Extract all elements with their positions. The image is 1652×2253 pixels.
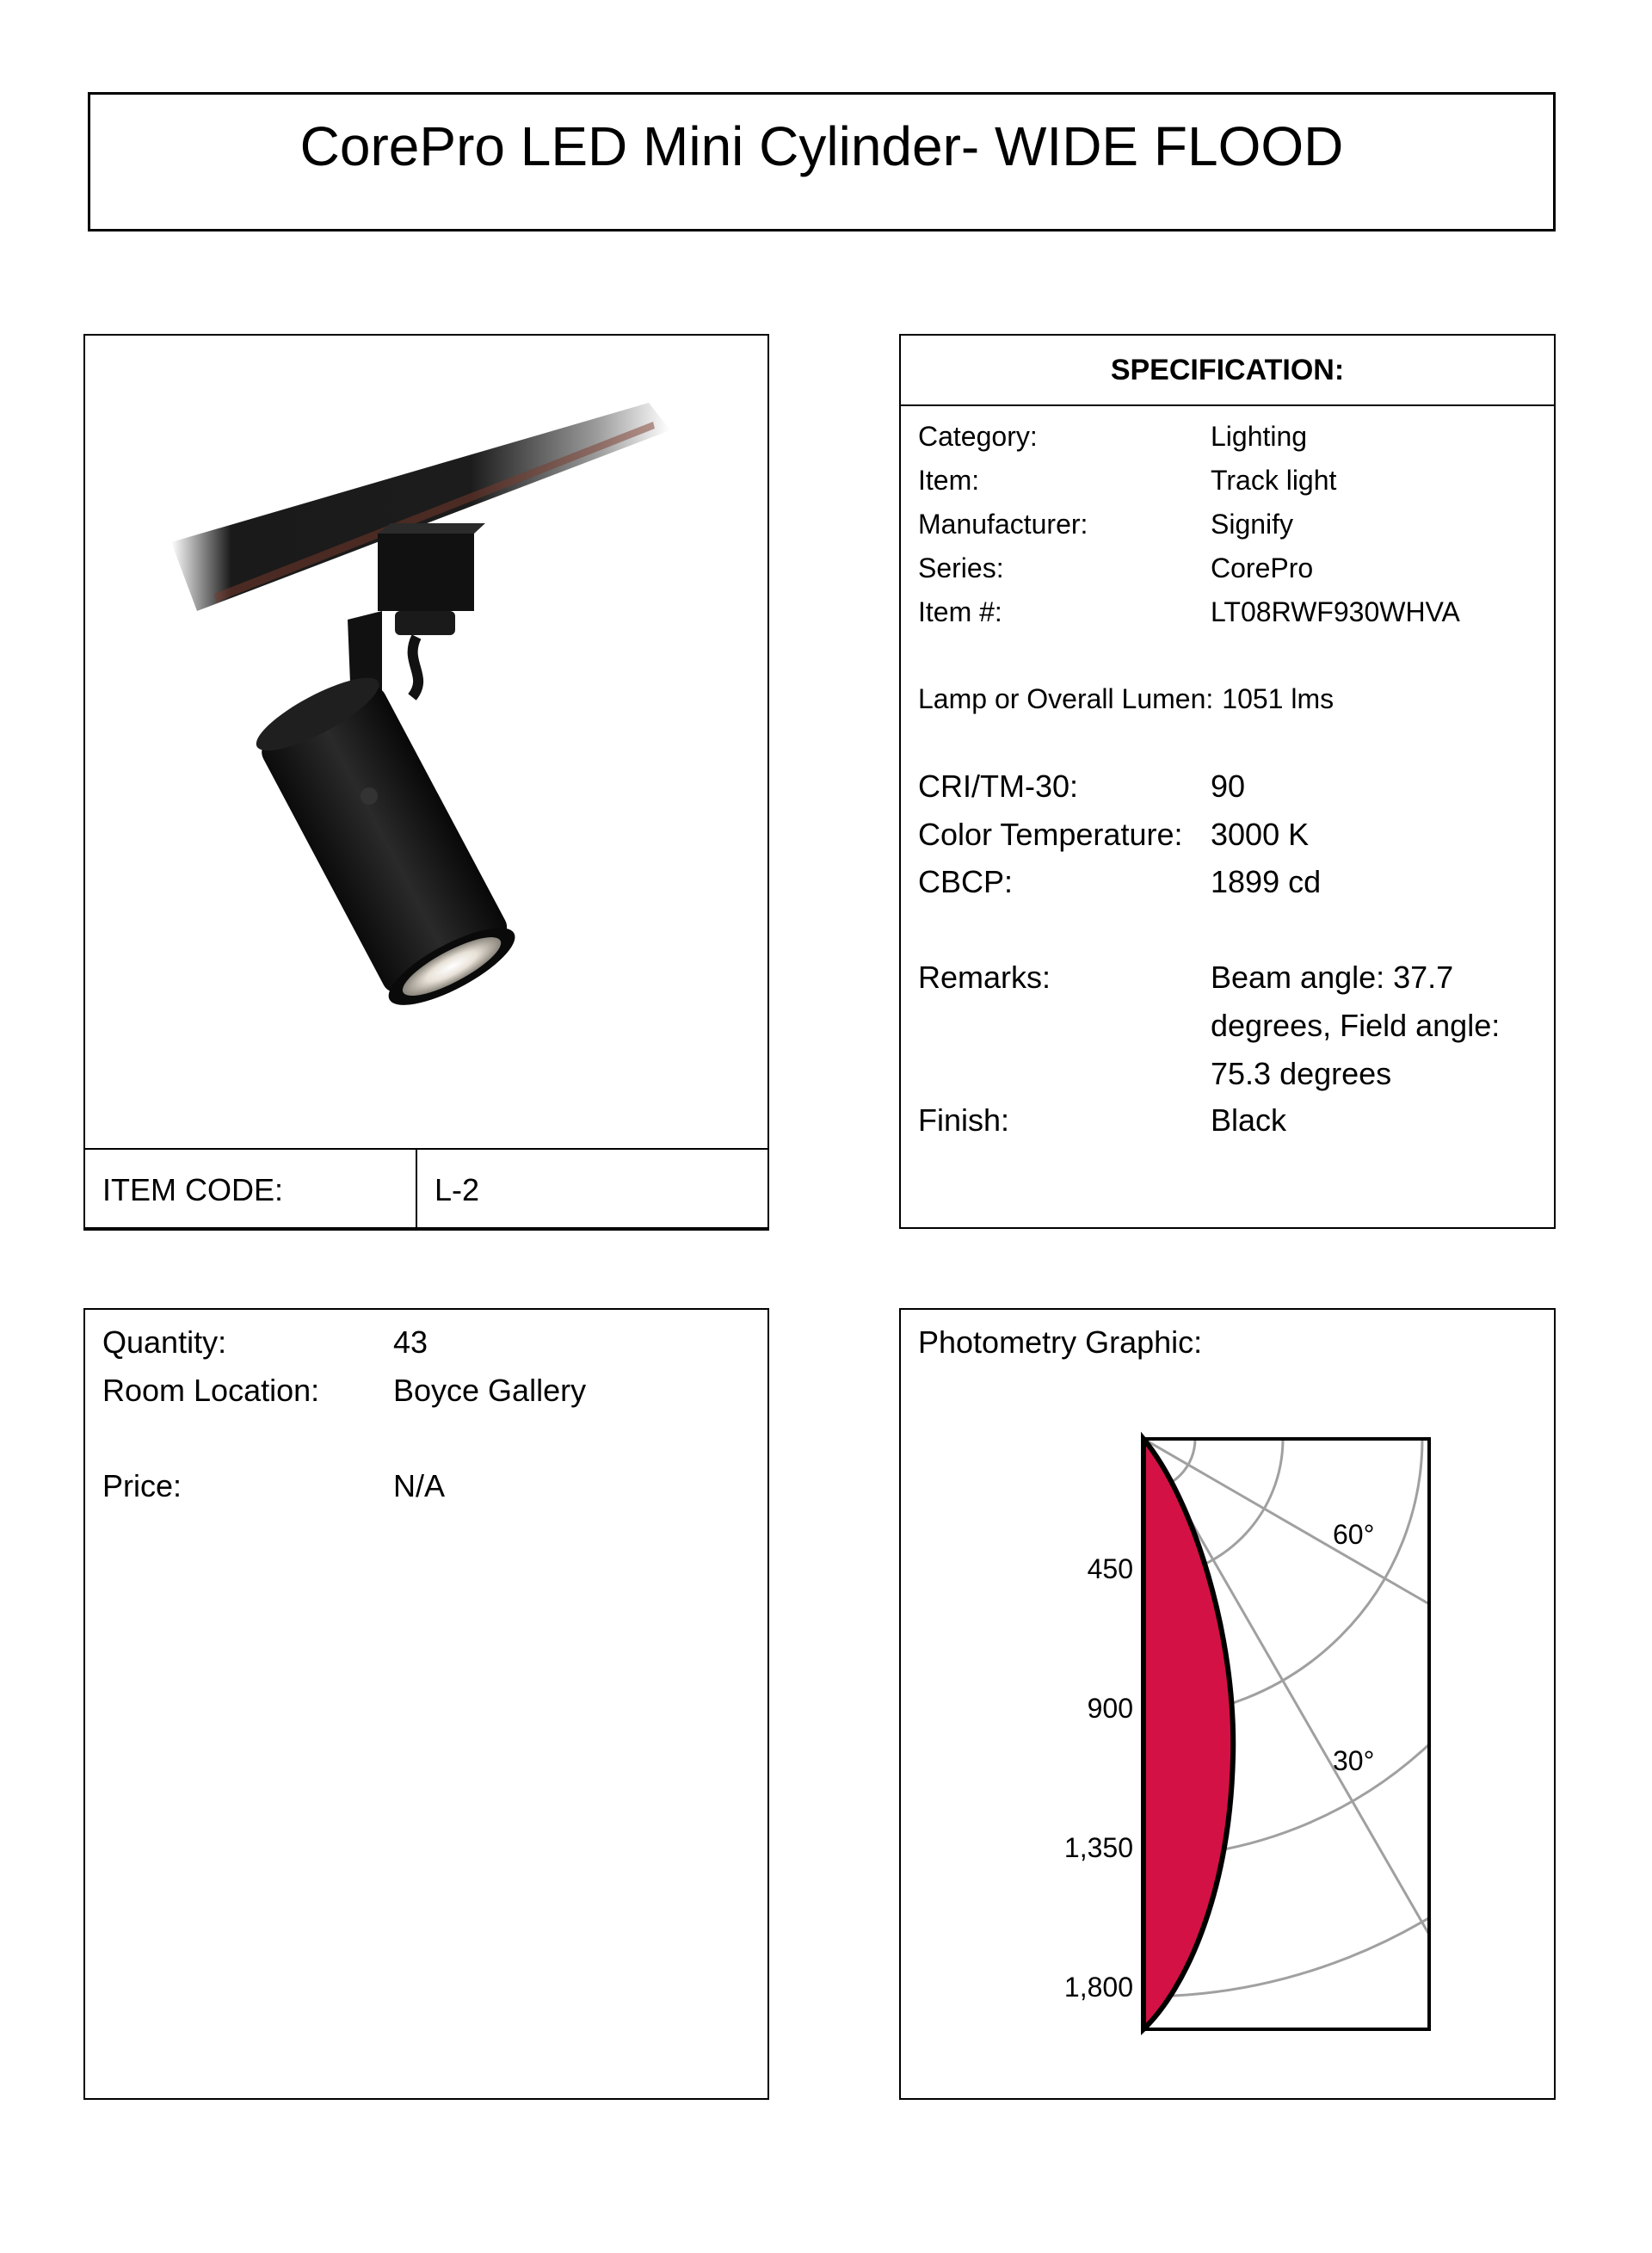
spec-label: Color Temperature: (918, 817, 1183, 852)
product-image-panel (83, 334, 769, 1229)
radial-label: 450 (1087, 1553, 1133, 1584)
spec-label: Category: (918, 421, 1038, 452)
room-location-label: Room Location: (102, 1373, 320, 1408)
price-value: N/A (393, 1468, 446, 1503)
spec-value: Signify (1211, 509, 1294, 540)
spec-value: Lighting (1211, 421, 1308, 452)
specification-panel (899, 334, 1556, 1229)
spec-label: Item #: (918, 596, 1002, 627)
spec-label: Series: (918, 552, 1004, 583)
room-location-value: Boyce Gallery (393, 1373, 587, 1408)
quantity-value: 43 (393, 1324, 428, 1360)
spec-value (1211, 954, 1545, 1098)
quantity-label: Quantity: (102, 1324, 227, 1360)
spec-value: Track light (1211, 465, 1337, 496)
spec-value: CorePro (1211, 552, 1314, 583)
angle-label: 60° (1333, 1519, 1375, 1550)
quantity-row (102, 1318, 759, 1367)
spec-label: Lamp or Overall Lumen: (918, 683, 1214, 714)
spec-value: Black (1211, 1102, 1287, 1138)
spec-value: 90 (1211, 768, 1246, 804)
spec-label: Finish: (918, 1102, 1010, 1138)
spec-value: 1899 cd (1211, 864, 1322, 899)
radial-label: 1,350 (1063, 1832, 1133, 1863)
remarks-line: Beam angle: 37.7 (1211, 960, 1454, 995)
photometry-label: Photometry Graphic: (918, 1324, 1203, 1360)
price-row (102, 1462, 759, 1510)
spec-row-category (918, 415, 1545, 459)
specification-header: SPECIFICATION: (901, 336, 1554, 406)
page-title: CorePro LED Mini Cylinder- WIDE FLOOD (299, 115, 1344, 177)
angle-label: 30° (1333, 1745, 1375, 1776)
item-code-value: L-2 (435, 1172, 480, 1207)
spec-row-item-number (918, 590, 1545, 634)
spec-label: Item: (918, 465, 980, 496)
spec-row-remarks (918, 954, 1545, 1098)
track-light-illustration (85, 336, 767, 1148)
title-box (88, 92, 1556, 231)
spec-label: Manufacturer: (918, 509, 1088, 540)
remarks-line: 75.3 degrees (1211, 1056, 1392, 1091)
spec-row-cbcp (918, 858, 1545, 906)
spec-label: CRI/TM-30: (918, 768, 1079, 804)
product-image (85, 336, 767, 1148)
spec-row-series (918, 546, 1545, 590)
spec-row-cri (918, 762, 1545, 811)
radial-label: 900 (1087, 1693, 1133, 1724)
spec-value: 1051 lms (1222, 683, 1335, 714)
cylinder-body (246, 664, 524, 1020)
remarks-line: degrees, Field angle: (1211, 1008, 1501, 1043)
spec-value: 3000 K (1211, 817, 1310, 852)
price-label: Price: (102, 1468, 182, 1503)
spec-row-finish (918, 1096, 1545, 1145)
spec-row-item (918, 459, 1545, 503)
item-code-row (85, 1148, 767, 1231)
spec-label: CBCP: (918, 864, 1014, 899)
photometry-panel (899, 1308, 1556, 2100)
item-code-label: ITEM CODE: (85, 1150, 417, 1231)
spec-label: Remarks: (918, 960, 1051, 995)
spec-row-manufacturer (918, 503, 1545, 546)
radial-label: 1,800 (1063, 1972, 1133, 2003)
spec-row-lumen (918, 677, 1545, 721)
spec-row-color-temperature (918, 811, 1545, 859)
photometry-polar-diagram (901, 1310, 1554, 2098)
room-location-row (102, 1367, 759, 1415)
beam-distribution (1143, 1439, 1233, 2029)
spec-value: LT08RWF930WHVA (1211, 596, 1460, 627)
project-info-panel (83, 1308, 769, 2100)
